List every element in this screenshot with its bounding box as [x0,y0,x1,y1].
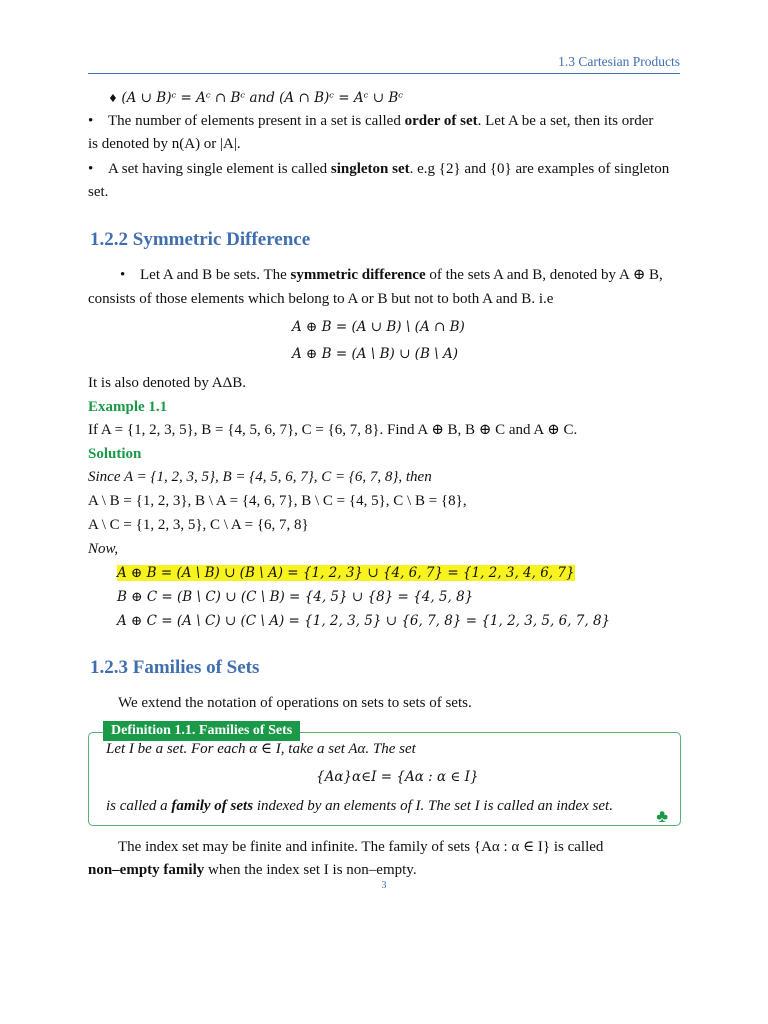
bullet-demorgan: ♦ (A ∪ B)ᶜ = Aᶜ ∩ Bᶜ and (A ∩ B)ᶜ = Aᶜ ∪ Bᶜ [108,90,403,106]
definition-line-3: is called a family of sets indexed by an elements of I. The set I is called an index set. [106,798,613,814]
symdiff-definition-line-1: • Let A and B be sets. The symmetric difference of the sets A and B, denoted by A ⊕ B, [120,267,663,283]
index-set-line-2: non–empty family when the index set I is non–empty. [88,862,417,878]
solution-line-3: A \ C = {1, 2, 3, 5}, C \ A = {6, 7, 8} [88,517,309,533]
section-heading-families-of-sets: 1.2.3 Families of Sets [90,657,260,678]
order-of-set-line-1: • The number of elements present in a set is called order of set. Let A be a set, then its order [88,113,654,129]
equation-symdiff-2: A ⊕ B = (A \ B) ∪ (B \ A) [292,346,459,362]
header-rule [88,73,680,74]
section-heading-symmetric-difference: 1.2.2 Symmetric Difference [90,229,311,250]
solution-line-1: Since A = {1, 2, 3, 5}, B = {4, 5, 6, 7}, C = {6, 7, 8}, then [88,469,432,485]
also-denoted-line: It is also denoted by AΔB. [88,375,246,391]
singleton-line-2: set. [88,184,109,200]
solution-line-2: A \ B = {1, 2, 3}, B \ A = {4, 6, 7}, B \ C = {4, 5}, C \ B = {8}, [88,493,467,509]
solution-label: Solution [88,446,142,462]
definition-title: Definition 1.1. Families of Sets [103,721,300,741]
running-header: 1.3 Cartesian Products [558,54,680,69]
result-a-xor-b: A ⊕ B = (A \ B) ∪ (B \ A) = {1, 2, 3} ∪ {4, 6, 7} = {1, 2, 3, 4, 6, 7} [117,565,575,581]
equation-symdiff-1: A ⊕ B = (A ∪ B) \ (A ∩ B) [292,319,465,335]
index-set-line-1: The index set may be finite and infinite. The family of sets {Aα : α ∈ I} is called [118,839,604,855]
example-text: If A = {1, 2, 3, 5}, B = {4, 5, 6, 7}, C = {6, 7, 8}. Find A ⊕ B, B ⊕ C and A ⊕ C. [88,422,578,438]
page-number: 3 [381,880,387,891]
example-label: Example 1.1 [88,399,168,415]
definition-line-1: Let I be a set. For each α ∈ I, take a set Aα. The set [106,741,416,757]
order-of-set-line-2: is denoted by n(A) or |A|. [88,136,241,152]
result-a-xor-c: A ⊕ C = (A \ C) ∪ (C \ A) = {1, 2, 3, 5} ∪ {6, 7, 8} = {1, 2, 3, 5, 6, 7, 8} [117,613,611,629]
definition-equation: {Aα}α∈I = {Aα : α ∈ I} [316,769,479,785]
families-intro: We extend the notation of operations on sets to sets of sets. [118,695,472,711]
singleton-line-1: • A set having single element is called singleton set. e.g {2} and {0} are examples of singleton [88,161,670,177]
result-b-xor-c: B ⊕ C = (B \ C) ∪ (C \ B) = {4, 5} ∪ {8} = {4, 5, 8} [117,589,474,605]
symdiff-definition-line-2: consists of those elements which belong to A or B but not to both A and B. i.e [88,291,554,307]
club-icon: ♣ [656,806,668,826]
solution-line-now: Now, [88,541,119,557]
